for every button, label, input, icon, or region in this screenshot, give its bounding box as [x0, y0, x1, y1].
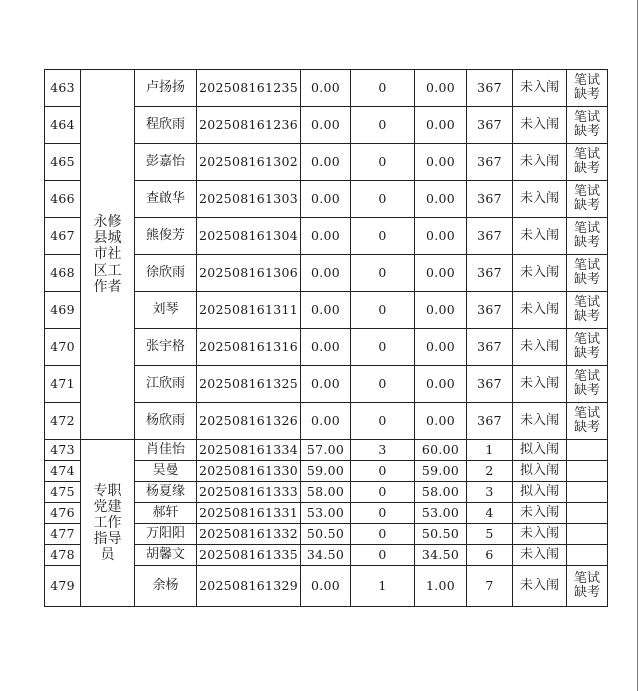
total-score-cell: 0.00 — [415, 218, 467, 255]
written-score-cell: 57.00 — [301, 440, 351, 461]
shortlist-status-cell: 未入闱 — [513, 144, 567, 181]
candidate-name-cell: 程欣雨 — [135, 107, 197, 144]
row-number-cell: 467 — [45, 218, 81, 255]
bonus-points-cell: 3 — [351, 440, 415, 461]
rank-cell: 367 — [467, 218, 513, 255]
ticket-number-cell: 202508161334 — [197, 440, 301, 461]
written-score-cell: 0.00 — [301, 107, 351, 144]
rank-cell: 3 — [467, 482, 513, 503]
candidate-name-cell: 杨欣雨 — [135, 403, 197, 440]
ticket-number-cell: 202508161333 — [197, 482, 301, 503]
written-score-cell: 50.50 — [301, 524, 351, 545]
total-score-cell: 60.00 — [415, 440, 467, 461]
written-score-cell: 0.00 — [301, 70, 351, 107]
shortlist-status-cell: 未入闱 — [513, 255, 567, 292]
written-score-cell: 0.00 — [301, 403, 351, 440]
shortlist-status-cell: 未入闱 — [513, 366, 567, 403]
row-number-cell: 473 — [45, 440, 81, 461]
remark-cell: 笔试缺考 — [567, 70, 608, 107]
row-number-cell: 479 — [45, 566, 81, 607]
rank-cell: 6 — [467, 545, 513, 566]
remark-cell — [567, 440, 608, 461]
shortlist-status-cell: 未入闱 — [513, 566, 567, 607]
written-score-cell: 0.00 — [301, 292, 351, 329]
row-number-cell: 476 — [45, 503, 81, 524]
ticket-number-cell: 202508161304 — [197, 218, 301, 255]
bonus-points-cell: 0 — [351, 292, 415, 329]
rank-cell: 5 — [467, 524, 513, 545]
total-score-cell: 50.50 — [415, 524, 467, 545]
row-number-cell: 469 — [45, 292, 81, 329]
rank-cell: 367 — [467, 329, 513, 366]
bonus-points-cell: 0 — [351, 503, 415, 524]
candidate-name-cell: 胡馨文 — [135, 545, 197, 566]
position-group-cell: 永修县城市社区工作者 — [81, 70, 135, 440]
shortlist-status-cell: 未入闱 — [513, 524, 567, 545]
ticket-number-cell: 202508161303 — [197, 181, 301, 218]
candidate-name-cell: 万阳阳 — [135, 524, 197, 545]
row-number-cell: 475 — [45, 482, 81, 503]
bonus-points-cell: 0 — [351, 545, 415, 566]
ticket-number-cell: 202508161330 — [197, 461, 301, 482]
page-edge-line — [637, 0, 638, 691]
written-score-cell: 0.00 — [301, 566, 351, 607]
remark-cell — [567, 461, 608, 482]
shortlist-status-cell: 未入闱 — [513, 403, 567, 440]
ticket-number-cell: 202508161335 — [197, 545, 301, 566]
shortlist-status-cell: 拟入闱 — [513, 440, 567, 461]
rank-cell: 367 — [467, 403, 513, 440]
total-score-cell: 59.00 — [415, 461, 467, 482]
remark-cell: 笔试缺考 — [567, 403, 608, 440]
rank-cell: 4 — [467, 503, 513, 524]
bonus-points-cell: 0 — [351, 255, 415, 292]
row-number-cell: 477 — [45, 524, 81, 545]
ticket-number-cell: 202508161236 — [197, 107, 301, 144]
remark-cell: 笔试缺考 — [567, 366, 608, 403]
candidate-name-cell: 熊俊芳 — [135, 218, 197, 255]
rank-cell: 367 — [467, 292, 513, 329]
shortlist-status-cell: 拟入闱 — [513, 461, 567, 482]
row-number-cell: 466 — [45, 181, 81, 218]
row-number-cell: 471 — [45, 366, 81, 403]
written-score-cell: 0.00 — [301, 329, 351, 366]
shortlist-status-cell: 未入闱 — [513, 107, 567, 144]
total-score-cell: 1.00 — [415, 566, 467, 607]
total-score-cell: 0.00 — [415, 144, 467, 181]
rank-cell: 367 — [467, 70, 513, 107]
shortlist-status-cell: 未入闱 — [513, 218, 567, 255]
ticket-number-cell: 202508161326 — [197, 403, 301, 440]
bonus-points-cell: 0 — [351, 403, 415, 440]
candidate-name-cell: 刘琴 — [135, 292, 197, 329]
shortlist-status-cell: 未入闱 — [513, 545, 567, 566]
shortlist-status-cell: 未入闱 — [513, 503, 567, 524]
ticket-number-cell: 202508161332 — [197, 524, 301, 545]
bonus-points-cell: 0 — [351, 181, 415, 218]
bonus-points-cell: 0 — [351, 70, 415, 107]
row-number-cell: 468 — [45, 255, 81, 292]
candidate-name-cell: 徐欣雨 — [135, 255, 197, 292]
written-score-cell: 58.00 — [301, 482, 351, 503]
written-score-cell: 0.00 — [301, 181, 351, 218]
candidate-name-cell: 卢扬扬 — [135, 70, 197, 107]
row-number-cell: 470 — [45, 329, 81, 366]
ticket-number-cell: 202508161329 — [197, 566, 301, 607]
total-score-cell: 0.00 — [415, 403, 467, 440]
bonus-points-cell: 0 — [351, 107, 415, 144]
ticket-number-cell: 202508161316 — [197, 329, 301, 366]
remark-cell — [567, 545, 608, 566]
total-score-cell: 34.50 — [415, 545, 467, 566]
total-score-cell: 0.00 — [415, 292, 467, 329]
written-score-cell: 53.00 — [301, 503, 351, 524]
remark-cell: 笔试缺考 — [567, 218, 608, 255]
remark-cell — [567, 503, 608, 524]
table-row — [45, 440, 608, 461]
written-score-cell: 0.00 — [301, 218, 351, 255]
candidate-name-cell: 彭嘉怡 — [135, 144, 197, 181]
shortlist-status-cell: 未入闱 — [513, 181, 567, 218]
total-score-cell: 0.00 — [415, 70, 467, 107]
candidate-name-cell: 杨夏缘 — [135, 482, 197, 503]
remark-cell: 笔试缺考 — [567, 181, 608, 218]
rank-cell: 367 — [467, 107, 513, 144]
candidate-name-cell: 查啟华 — [135, 181, 197, 218]
total-score-cell: 53.00 — [415, 503, 467, 524]
row-number-cell: 465 — [45, 144, 81, 181]
total-score-cell: 0.00 — [415, 255, 467, 292]
remark-cell: 笔试缺考 — [567, 255, 608, 292]
row-number-cell: 478 — [45, 545, 81, 566]
bonus-points-cell: 0 — [351, 524, 415, 545]
ticket-number-cell: 202508161306 — [197, 255, 301, 292]
candidate-name-cell: 余杨 — [135, 566, 197, 607]
total-score-cell: 0.00 — [415, 366, 467, 403]
remark-cell: 笔试缺考 — [567, 144, 608, 181]
row-number-cell: 472 — [45, 403, 81, 440]
row-number-cell: 474 — [45, 461, 81, 482]
written-score-cell: 34.50 — [301, 545, 351, 566]
shortlist-status-cell: 未入闱 — [513, 292, 567, 329]
total-score-cell: 58.00 — [415, 482, 467, 503]
written-score-cell: 0.00 — [301, 366, 351, 403]
row-number-cell: 463 — [45, 70, 81, 107]
rank-cell: 2 — [467, 461, 513, 482]
candidate-name-cell: 江欣雨 — [135, 366, 197, 403]
ticket-number-cell: 202508161311 — [197, 292, 301, 329]
written-score-cell: 0.00 — [301, 255, 351, 292]
table-body — [45, 70, 608, 607]
candidate-name-cell: 肖佳怡 — [135, 440, 197, 461]
bonus-points-cell: 0 — [351, 461, 415, 482]
remark-cell: 笔试缺考 — [567, 107, 608, 144]
rank-cell: 367 — [467, 366, 513, 403]
bonus-points-cell: 0 — [351, 366, 415, 403]
ticket-number-cell: 202508161302 — [197, 144, 301, 181]
ticket-number-cell: 202508161325 — [197, 366, 301, 403]
results-table — [44, 69, 608, 607]
shortlist-status-cell: 未入闱 — [513, 329, 567, 366]
ticket-number-cell: 202508161331 — [197, 503, 301, 524]
table-row — [45, 70, 608, 107]
shortlist-status-cell: 拟入闱 — [513, 482, 567, 503]
row-number-cell: 464 — [45, 107, 81, 144]
bonus-points-cell: 0 — [351, 329, 415, 366]
written-score-cell: 0.00 — [301, 144, 351, 181]
ticket-number-cell: 202508161235 — [197, 70, 301, 107]
remark-cell: 笔试缺考 — [567, 292, 608, 329]
shortlist-status-cell: 未入闱 — [513, 70, 567, 107]
candidate-name-cell: 张宇格 — [135, 329, 197, 366]
written-score-cell: 59.00 — [301, 461, 351, 482]
rank-cell: 367 — [467, 181, 513, 218]
bonus-points-cell: 0 — [351, 144, 415, 181]
rank-cell: 1 — [467, 440, 513, 461]
candidate-name-cell: 郝轩 — [135, 503, 197, 524]
remark-cell — [567, 524, 608, 545]
rank-cell: 367 — [467, 255, 513, 292]
bonus-points-cell: 1 — [351, 566, 415, 607]
candidate-name-cell: 吴曼 — [135, 461, 197, 482]
bonus-points-cell: 0 — [351, 482, 415, 503]
total-score-cell: 0.00 — [415, 181, 467, 218]
remark-cell: 笔试缺考 — [567, 566, 608, 607]
bonus-points-cell: 0 — [351, 218, 415, 255]
remark-cell — [567, 482, 608, 503]
rank-cell: 367 — [467, 144, 513, 181]
remark-cell: 笔试缺考 — [567, 329, 608, 366]
total-score-cell: 0.00 — [415, 107, 467, 144]
position-group-cell: 专职党建工作指导员 — [81, 440, 135, 607]
rank-cell: 7 — [467, 566, 513, 607]
total-score-cell: 0.00 — [415, 329, 467, 366]
